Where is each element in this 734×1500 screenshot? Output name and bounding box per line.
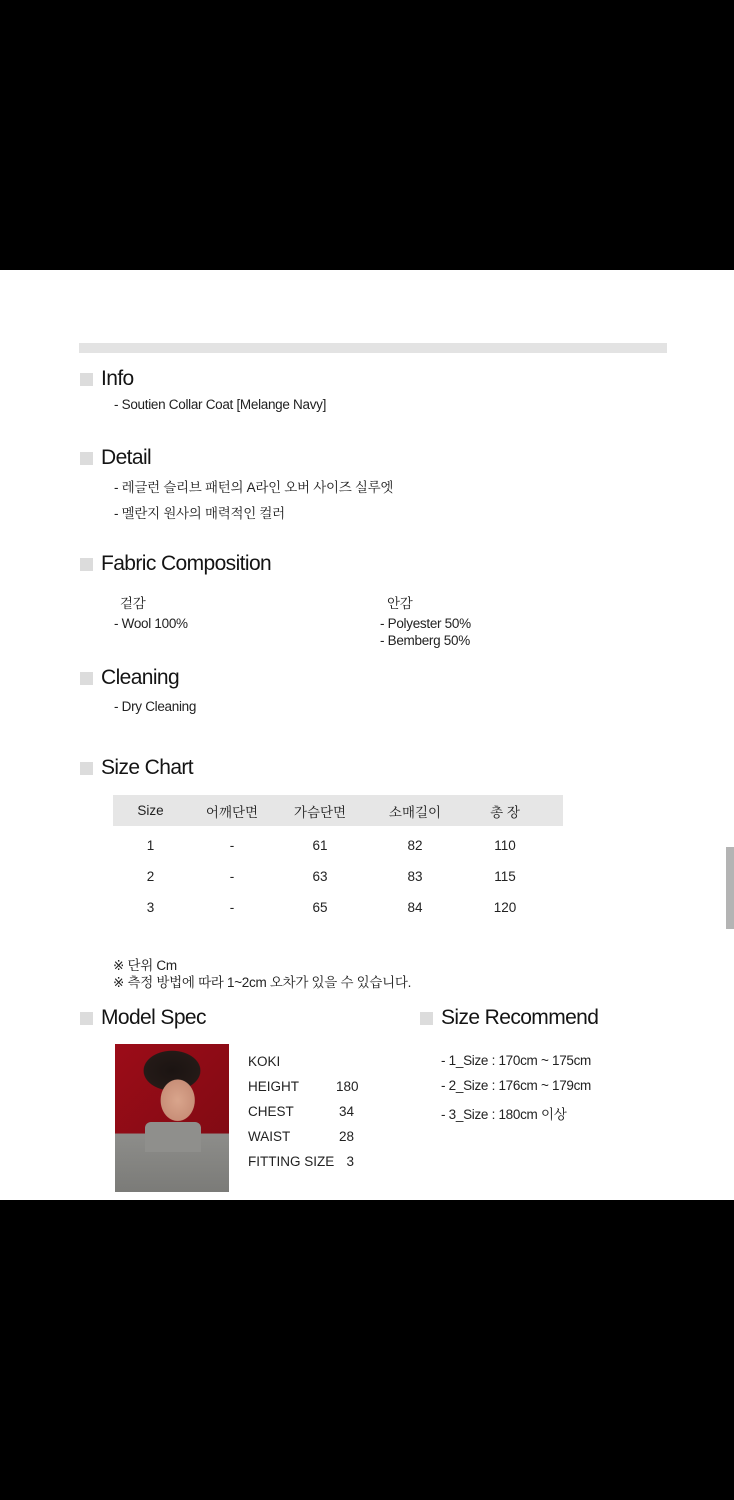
table-cell: 1 (146, 838, 155, 853)
fabric-outer-item: - Wool 100% (114, 616, 188, 631)
square-bullet-icon (80, 452, 93, 465)
model-name (248, 1054, 336, 1069)
table-cell: 84 (407, 900, 423, 915)
square-bullet-icon (80, 373, 93, 386)
table-cell: - (229, 869, 235, 884)
model-spec-row (248, 1129, 354, 1144)
section-cleaning-title (80, 666, 179, 690)
column-header: Size (137, 803, 164, 818)
table-cell: 61 (312, 838, 328, 853)
spec-value: 34 (338, 1104, 354, 1119)
model-spec-row (248, 1079, 359, 1094)
size-recommend-item: - 1_Size : 170cm ~ 175cm (441, 1053, 592, 1068)
size-chart-note: ※ 측정 방법에 따라 1~2cm 오차가 있을 수 있습니다. (113, 975, 412, 990)
size-recommend-item: - 2_Size : 176cm ~ 179cm (441, 1078, 592, 1093)
detail-item: - 레글런 슬리브 패턴의 A라인 오버 사이즈 실루엣 (114, 480, 394, 495)
table-cell: 83 (407, 869, 423, 884)
square-bullet-icon (80, 558, 93, 571)
scrollbar-thumb[interactable] (726, 847, 734, 929)
table-cell: - (229, 900, 235, 915)
square-bullet-icon (80, 1012, 93, 1025)
model-name-text: KOKI (248, 1054, 281, 1069)
info-item: - Soutien Collar Coat [Melange Navy] (114, 397, 327, 412)
fabric-lining-item: - Polyester 50% (380, 616, 471, 631)
table-cell: - (229, 838, 235, 853)
fabric-lining-item: - Bemberg 50% (380, 633, 470, 648)
square-bullet-icon (80, 762, 93, 775)
table-cell: 65 (312, 900, 328, 915)
table-row (113, 830, 563, 861)
table-cell: 115 (494, 869, 516, 884)
spec-value: 28 (338, 1129, 354, 1144)
section-title-text: Detail (101, 446, 152, 469)
spec-label: HEIGHT (248, 1079, 300, 1094)
section-title-text: Size Recommend (441, 1006, 599, 1029)
fabric-lining-label: 안감 (387, 596, 413, 611)
table-row (113, 861, 563, 892)
column-header: 가슴단면 (293, 804, 347, 820)
section-size-recommend-title (420, 1006, 598, 1030)
spec-label: FITTING SIZE (248, 1154, 335, 1169)
cleaning-item: - Dry Cleaning (114, 699, 197, 714)
size-chart-table (113, 795, 563, 923)
square-bullet-icon (420, 1012, 433, 1025)
table-cell: 63 (312, 869, 328, 884)
model-photo-collar (145, 1122, 201, 1152)
table-cell: 3 (146, 900, 155, 915)
table-cell: 82 (407, 838, 423, 853)
spec-label: CHEST (248, 1104, 294, 1119)
spec-label: WAIST (248, 1129, 291, 1144)
model-photo (115, 1044, 229, 1192)
table-cell: 110 (494, 838, 516, 853)
spec-value: 180 (336, 1079, 359, 1094)
section-model-spec-title (80, 1006, 206, 1030)
header-divider-bar (79, 343, 667, 353)
model-spec-row (248, 1154, 354, 1169)
table-cell: 120 (493, 900, 517, 915)
size-chart-note: ※ 단위 Cm (113, 958, 177, 973)
table-header-row (113, 795, 563, 826)
section-title-text: Model Spec (101, 1006, 206, 1029)
column-header: 총 장 (490, 804, 520, 820)
table-row (113, 892, 563, 923)
section-title-text: Fabric Composition (101, 552, 272, 575)
section-size-chart-title (80, 756, 193, 780)
section-fabric-title (80, 552, 271, 576)
model-spec-row (248, 1104, 354, 1119)
column-header: 소매길이 (388, 804, 442, 820)
size-recommend-item: - 3_Size : 180cm 이상 (441, 1107, 567, 1122)
section-title-text: Cleaning (101, 666, 180, 689)
section-title-text: Info (101, 367, 134, 390)
product-detail-page (0, 270, 734, 1200)
fabric-outer-label: 겉감 (120, 596, 146, 611)
table-cell: 2 (146, 869, 155, 884)
detail-item: - 멜란지 원사의 매력적인 컬러 (114, 506, 285, 521)
section-info-title (80, 367, 134, 391)
square-bullet-icon (80, 672, 93, 685)
section-detail-title (80, 446, 151, 470)
column-header: 어깨단면 (205, 804, 259, 820)
spec-value: 3 (346, 1154, 354, 1169)
section-title-text: Size Chart (101, 756, 194, 779)
